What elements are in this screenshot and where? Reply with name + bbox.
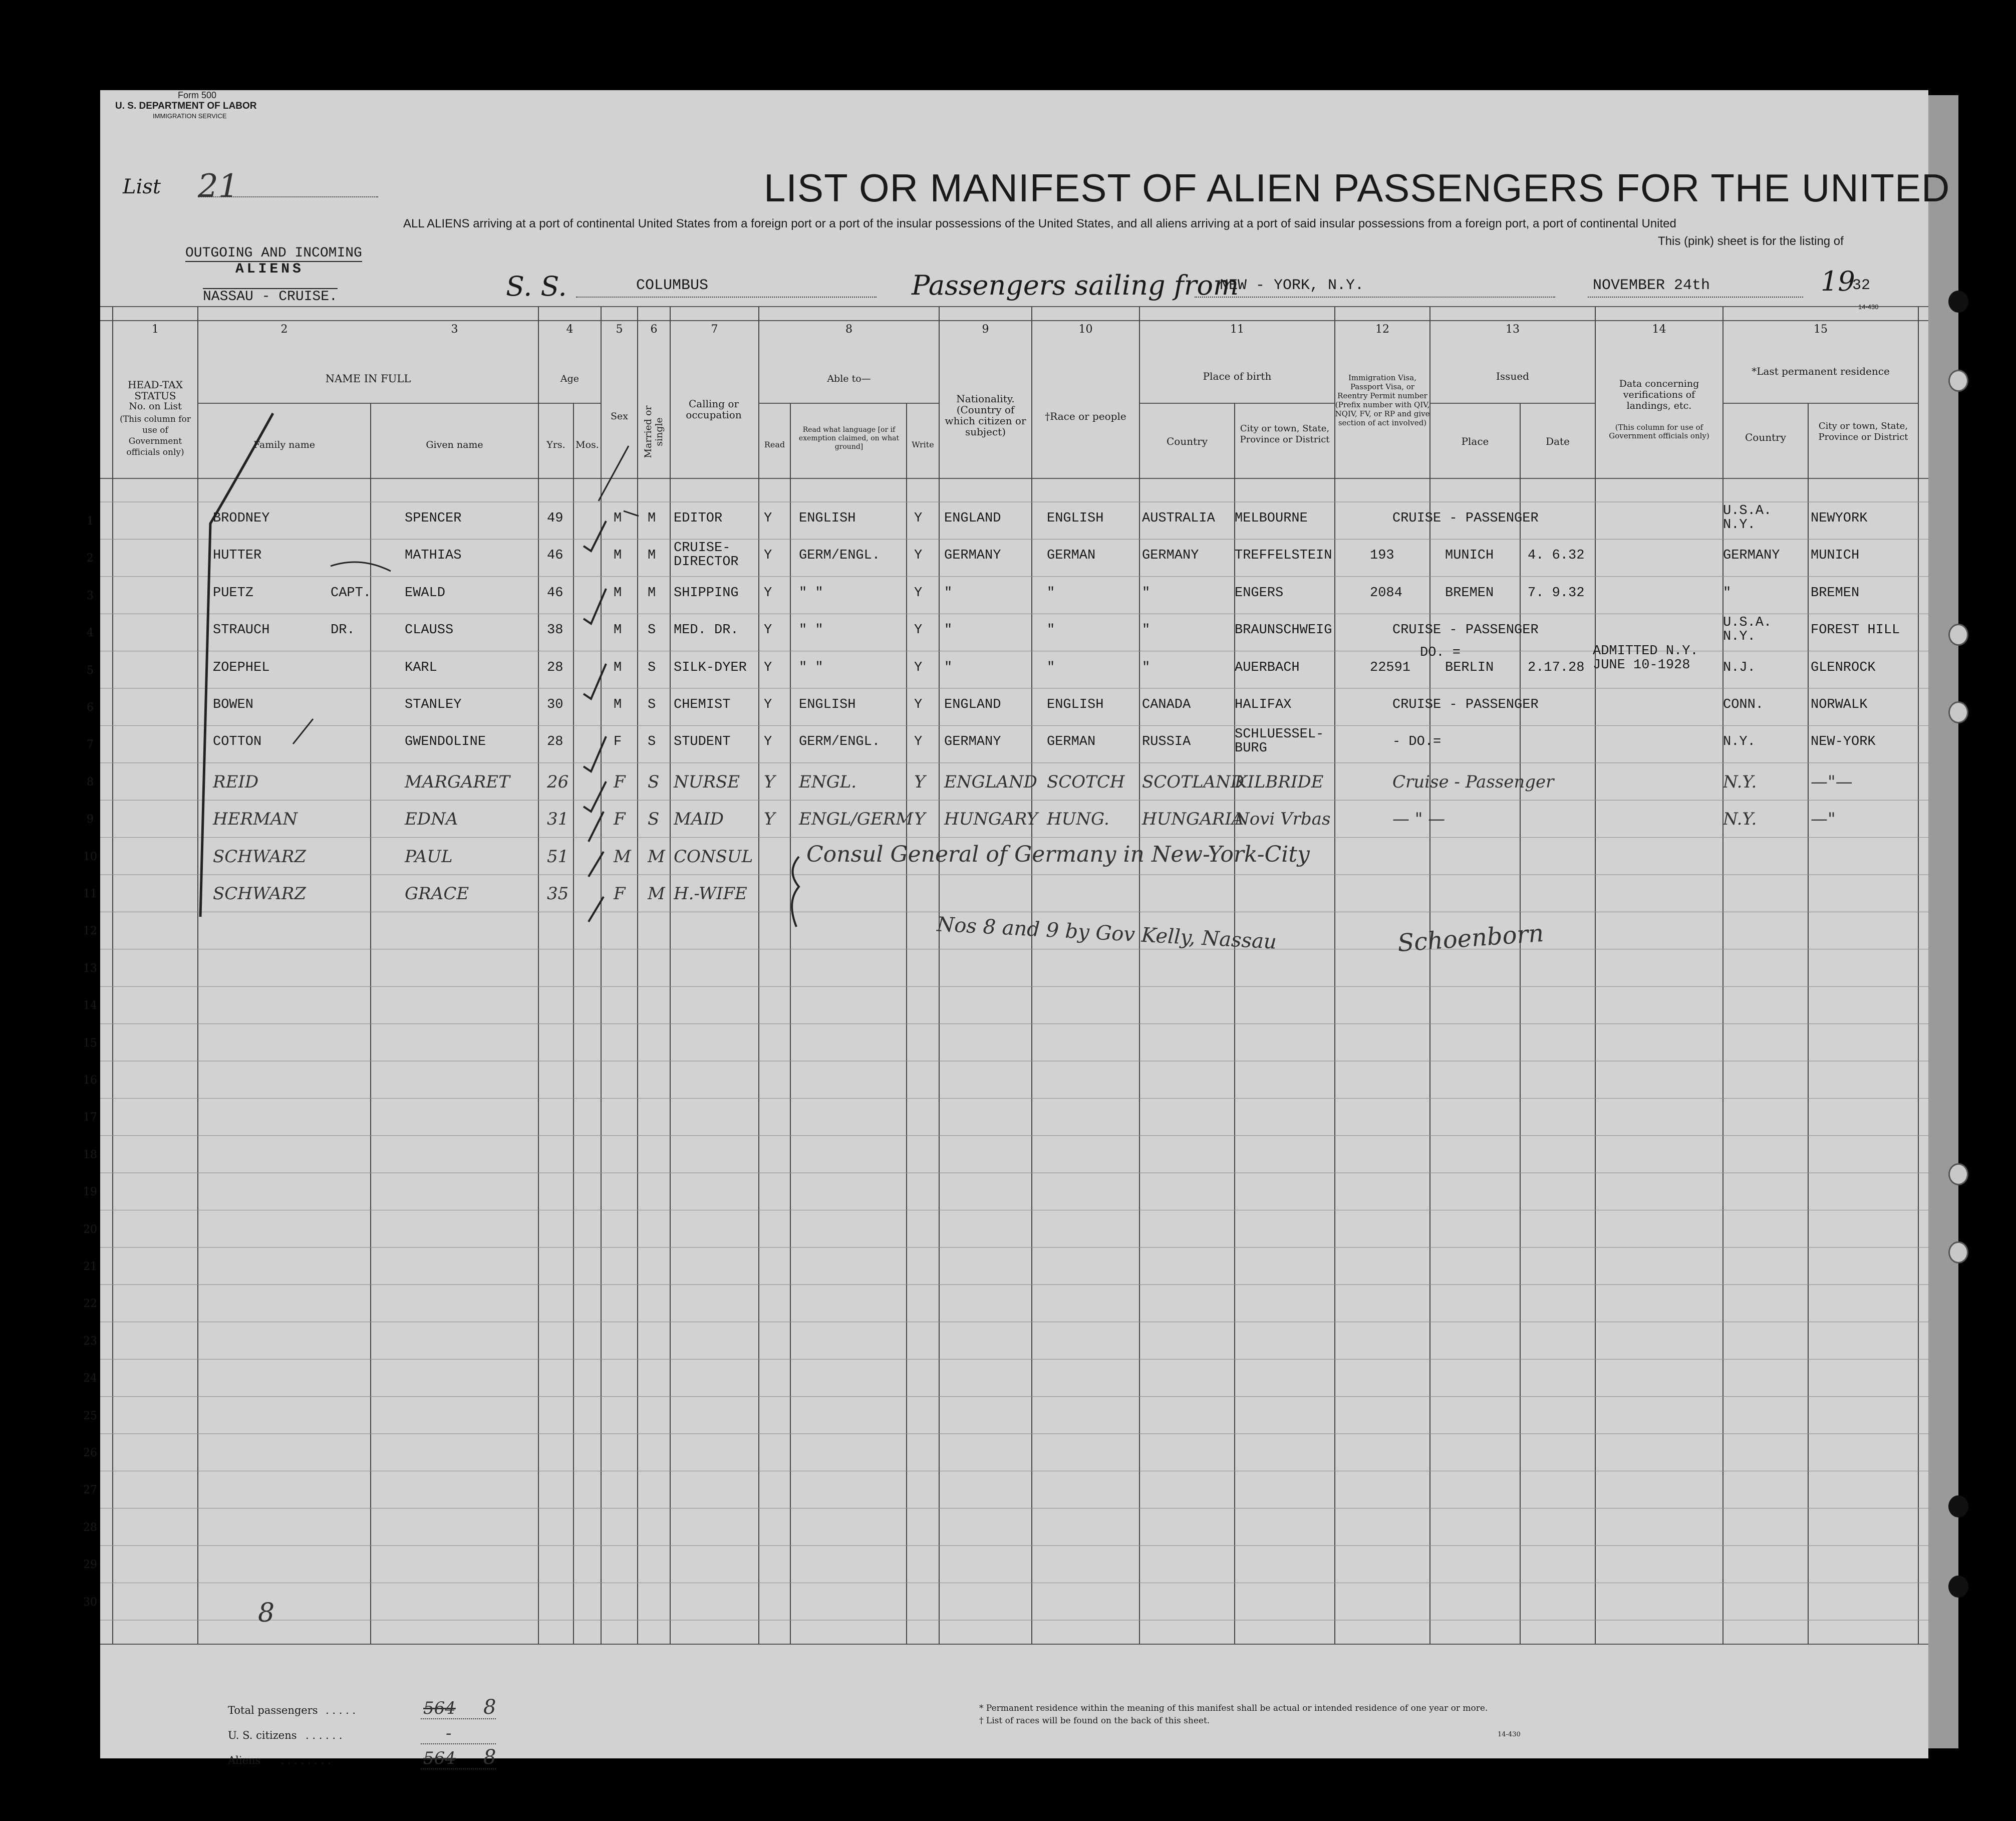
header-issued-date: Date: [1546, 435, 1570, 447]
row-number: 21: [83, 1260, 97, 1273]
age: 26: [547, 771, 569, 792]
ship-line: [576, 297, 877, 298]
row-number: 18: [83, 1148, 97, 1161]
age: 31: [547, 809, 569, 830]
marital-status: M: [648, 511, 656, 526]
nationality: GERMANY: [944, 548, 1001, 564]
total-struck: 564: [423, 1698, 456, 1718]
age: 46: [547, 585, 563, 601]
can-write: Y: [914, 511, 923, 526]
issued-place: MUNICH: [1445, 548, 1494, 564]
occupation: CHEMIST: [674, 697, 731, 712]
residence-city: GLENROCK: [1811, 660, 1876, 675]
visa-number: 2084: [1370, 585, 1402, 601]
can-read: Y: [764, 585, 772, 601]
residence-country: GERMANY: [1723, 548, 1780, 564]
can-read: Y: [764, 511, 772, 526]
column-number: 11: [1230, 323, 1244, 336]
remark: Consul General of Germany in New-York-City: [806, 841, 1310, 867]
stamp-line-1: OUTGOING AND INCOMING: [185, 245, 362, 261]
header-head-tax: HEAD-TAX STATUS: [128, 379, 183, 402]
header-able-to: Able to—: [827, 373, 871, 384]
sex: M: [614, 585, 622, 601]
sex: F: [614, 771, 626, 792]
header-res-country: Country: [1745, 431, 1786, 443]
occupation: CONSUL: [674, 846, 753, 867]
given-name: MARGARET: [405, 771, 510, 792]
sex: F: [614, 809, 626, 830]
marital-status: S: [648, 660, 656, 675]
stamp-line-2: ALIENS: [235, 262, 304, 277]
given-name: STANLEY: [405, 697, 462, 712]
residence-country: U.S.A. N.Y.: [1723, 503, 1772, 533]
department: U. S. DEPARTMENT OF LABOR: [115, 101, 257, 111]
row-number: 13: [83, 962, 97, 975]
header-data-concerning: Data concerning verifications of landings, etc.: [1619, 378, 1699, 411]
header-last-residence: *Last permanent residence: [1752, 365, 1890, 377]
header-place-of-birth: Place of birth: [1203, 370, 1272, 382]
footnote-residence: * Permanent residence within the meaning of this manifest shall be actual or intended residence of one year or more.: [979, 1703, 1488, 1713]
aliens-value: 8: [483, 1746, 496, 1769]
header-read-language: Read what language [or if exemption claimed, on what ground]: [798, 426, 900, 451]
visa-number: CRUISE - PASSENGER: [1392, 623, 1539, 638]
nationality: ENGLAND: [944, 697, 1001, 712]
read-language: " ": [799, 623, 823, 638]
nationality: ": [944, 660, 953, 675]
total-passengers-value: 8: [483, 1696, 496, 1719]
row-number: 7: [87, 738, 94, 751]
given-name: KARL: [405, 660, 437, 675]
port-line: [1195, 297, 1555, 298]
nationality: ": [944, 623, 953, 638]
race: ": [1047, 660, 1055, 675]
sex: F: [614, 884, 626, 904]
column-number: 1: [152, 323, 159, 336]
can-read: Y: [764, 623, 772, 638]
marital-status: S: [648, 771, 660, 792]
column-number: 3: [451, 323, 458, 336]
marital-status: M: [648, 585, 656, 601]
header-married: Married or single: [643, 405, 665, 458]
birth-city: MELBOURNE: [1235, 511, 1308, 526]
family-name: HUTTER: [213, 548, 262, 564]
marital-status: M: [648, 548, 656, 564]
can-read: Y: [764, 771, 775, 792]
visa-number: 193: [1370, 548, 1394, 564]
occupation: MAID: [674, 809, 724, 830]
nationality: ENGLAND: [944, 511, 1001, 526]
header-yrs: Yrs.: [546, 439, 565, 450]
age: 28: [547, 734, 563, 750]
header-birth-country: Country: [1166, 435, 1208, 447]
sex: M: [614, 623, 622, 638]
header-head-tax-note: (This column for use of Government officials only): [120, 414, 191, 457]
marital-status: S: [648, 697, 656, 712]
header-name-in-full: NAME IN FULL: [325, 373, 411, 385]
birth-city: ENGERS: [1235, 585, 1284, 601]
row-number: 8: [87, 775, 94, 789]
column-number: 6: [650, 323, 658, 336]
column-number: 2: [280, 323, 288, 336]
row-number: 2: [87, 552, 94, 565]
header-write: Write: [912, 440, 934, 449]
header-race: †Race or people: [1045, 410, 1126, 422]
race: HUNG.: [1047, 809, 1109, 830]
age: 28: [547, 660, 563, 675]
header-issued: Issued: [1496, 370, 1529, 382]
residence-city: MUNICH: [1811, 548, 1860, 564]
visa-number: CRUISE - PASSENGER: [1392, 697, 1539, 712]
occupation: SHIPPING: [674, 585, 739, 601]
verification: ADMITTED N.Y. JUNE 10-1928: [1593, 643, 1698, 673]
row-number: 20: [83, 1223, 97, 1236]
footer-code: 14-430: [1498, 1731, 1521, 1738]
marital-status: S: [648, 623, 656, 638]
binder-hole: [1948, 1495, 1968, 1517]
can-write: Y: [914, 734, 923, 750]
row-number: 5: [87, 664, 94, 677]
row-number: 27: [83, 1484, 97, 1497]
residence-city: NEWYORK: [1811, 511, 1868, 526]
date-line: [1588, 297, 1803, 298]
given-name: GWENDOLINE: [405, 734, 486, 750]
family-name: HERMAN: [213, 809, 298, 830]
column-number: 7: [711, 323, 718, 336]
stamp-line-3: NASSAU - CRUISE.: [203, 289, 338, 305]
row-number: 12: [83, 925, 97, 938]
ss-label: S. S.: [506, 271, 567, 302]
read-language: ENGLISH: [799, 511, 856, 526]
birth-country: ": [1142, 623, 1150, 638]
can-read: Y: [764, 809, 775, 830]
residence-city: NEW-YORK: [1811, 734, 1876, 750]
binder-hole: [1948, 291, 1968, 313]
visa-number: Cruise - Passenger: [1392, 771, 1554, 792]
residence-city: —"—: [1811, 771, 1853, 792]
race: ENGLISH: [1047, 511, 1104, 526]
sex: M: [614, 846, 631, 867]
can-write: Y: [914, 585, 923, 601]
sailing-label: Passengers sailing from: [912, 270, 1239, 301]
birth-country: ": [1142, 660, 1150, 675]
row-number: 30: [83, 1596, 97, 1609]
header-age: Age: [560, 373, 580, 384]
column-number: 12: [1375, 323, 1389, 336]
us-citizens-label: U. S. citizens: [228, 1729, 297, 1741]
subtitle-2: This (pink) sheet is for the listing of: [1658, 234, 1844, 248]
binder-hole: [1948, 701, 1968, 723]
given-name: EDNA: [405, 809, 458, 830]
can-read: Y: [764, 548, 772, 564]
column-number: 10: [1078, 323, 1093, 336]
row-number: 22: [83, 1297, 97, 1311]
can-write: Y: [914, 697, 923, 712]
column-number: 5: [616, 323, 623, 336]
ship-name: COLUMBUS: [636, 277, 709, 294]
residence-country: U.S.A. N.Y.: [1723, 615, 1772, 645]
aliens-struck: 564: [423, 1748, 456, 1768]
given-name: SPENCER: [405, 511, 462, 526]
can-read: Y: [764, 660, 772, 675]
marital-status: S: [648, 734, 656, 750]
sex: M: [614, 511, 622, 526]
nationality: GERMANY: [944, 734, 1001, 750]
residence-country: N.Y.: [1723, 771, 1757, 792]
birth-country: AUSTRALIA: [1142, 511, 1215, 526]
family-name: SCHWARZ: [213, 846, 306, 867]
row-number: 9: [87, 813, 94, 826]
visa-number: 22591: [1370, 660, 1411, 675]
read-language: GERM/ENGL.: [799, 734, 881, 750]
family-name: ZOEPHEL: [213, 660, 270, 675]
issued-date: 2.17.28: [1528, 660, 1585, 675]
row-number: 28: [83, 1521, 97, 1534]
age: 46: [547, 548, 563, 564]
binder-hole: [1948, 1576, 1968, 1598]
family-name: REID: [213, 771, 259, 792]
row-number: 4: [87, 627, 94, 640]
age: 49: [547, 511, 563, 526]
header-data-note: (This column for use of Government officials only): [1609, 423, 1709, 440]
column-number: 4: [566, 323, 573, 336]
birth-city: SCHLUESSEL- BURG: [1235, 727, 1324, 756]
row-number: 11: [83, 888, 97, 900]
header-calling: Calling or occupation: [686, 398, 742, 421]
official-signature: Schoenborn: [1396, 919, 1545, 958]
occupation: SILK-DYER: [674, 660, 747, 675]
read-language: ENGL/GERM: [799, 809, 914, 830]
column-number: 13: [1506, 323, 1520, 336]
residence-city: —": [1811, 809, 1836, 830]
binder-hole: [1948, 624, 1968, 646]
header-family-name: Family name: [253, 439, 315, 450]
birth-city: Novi Vrbas: [1235, 809, 1331, 830]
nationality: HUNGARY: [944, 809, 1038, 830]
footnote-races: † List of races will be found on the back of this sheet.: [979, 1716, 1210, 1726]
column-number: 14: [1652, 323, 1666, 336]
issued-date: 7. 9.32: [1528, 585, 1585, 601]
can-write: Y: [914, 771, 926, 792]
departure-port: NEW - YORK, N.Y.: [1220, 277, 1364, 294]
birth-city: KILBRIDE: [1235, 771, 1324, 792]
header-birth-city: City or town, State, Province or District: [1240, 423, 1330, 445]
nationality: ENGLAND: [944, 771, 1037, 792]
age: 35: [547, 884, 569, 904]
given-name: CLAUSS: [405, 623, 454, 638]
residence-country: CONN.: [1723, 697, 1764, 712]
header-sex: Sex: [611, 411, 628, 422]
sex: F: [614, 734, 622, 750]
sex: M: [614, 548, 622, 564]
birth-country: GERMANY: [1142, 548, 1199, 564]
row-number: 26: [83, 1447, 97, 1459]
row-number: 10: [83, 850, 97, 863]
family-name: SCHWARZ: [213, 884, 306, 904]
marital-status: M: [648, 846, 665, 867]
visa-number: - DO.=: [1392, 734, 1442, 750]
title: CAPT.: [331, 585, 372, 601]
residence-city: BREMEN: [1811, 585, 1860, 601]
can-write: Y: [914, 809, 926, 830]
list-number-line: [198, 196, 378, 197]
given-name: GRACE: [405, 884, 469, 904]
family-name: BOWEN: [213, 697, 254, 712]
manifest-title: LIST OR MANIFEST OF ALIEN PASSENGERS FOR THE UNITED: [764, 166, 1950, 210]
visa-number: — " —: [1392, 809, 1446, 830]
age: 30: [547, 697, 563, 712]
row-number: 23: [83, 1335, 97, 1348]
family-name: PUETZ: [213, 585, 254, 601]
birth-city: TREFFELSTEIN: [1235, 548, 1332, 564]
service: IMMIGRATION SERVICE: [153, 112, 227, 120]
issued-place: BREMEN: [1445, 585, 1494, 601]
row-number: 14: [83, 999, 97, 1012]
year-prefix: 19: [1821, 266, 1855, 297]
read-language: GERM/ENGL.: [799, 548, 881, 564]
birth-country: ": [1142, 585, 1150, 601]
occupation: MED. DR.: [674, 623, 739, 638]
binder-hole: [1948, 1163, 1968, 1185]
family-name: STRAUCH: [213, 623, 270, 638]
marital-status: S: [648, 809, 660, 830]
row-number: 1: [87, 515, 94, 528]
birth-city: HALIFAX: [1235, 697, 1292, 712]
birth-country: HUNGARIA: [1142, 809, 1244, 830]
sex: M: [614, 660, 622, 675]
list-label: List: [123, 175, 161, 198]
column-number: 9: [982, 323, 989, 336]
age: 51: [547, 846, 569, 867]
marital-status: M: [648, 884, 665, 904]
nationality: ": [944, 585, 953, 601]
year-suffix: 32: [1852, 277, 1871, 294]
given-name: PAUL: [405, 846, 453, 867]
residence-country: ": [1723, 585, 1732, 601]
binder-hole: [1948, 370, 1968, 392]
birth-country: SCOTLAND: [1142, 771, 1244, 792]
birth-city: BRAUNSCHWEIG: [1235, 623, 1332, 638]
visa-number: CRUISE - PASSENGER: [1392, 511, 1539, 526]
race: ": [1047, 585, 1055, 601]
occupation: STUDENT: [674, 734, 731, 750]
row-number: 29: [83, 1558, 97, 1572]
row-number: 19: [83, 1186, 97, 1199]
row-number: 25: [83, 1409, 97, 1422]
occupation: EDITOR: [674, 511, 723, 526]
sailing-date: NOVEMBER 24th: [1593, 277, 1710, 294]
total-passengers-label: Total passengers: [228, 1704, 318, 1716]
residence-city: FOREST HILL: [1811, 623, 1900, 638]
residence-country: N.J.: [1723, 660, 1756, 675]
header-res-city: City or town, State, Province or District: [1818, 421, 1908, 442]
birth-country: RUSSIA: [1142, 734, 1191, 750]
column-number: 8: [845, 323, 852, 336]
family-name: COTTON: [213, 734, 262, 750]
read-language: " ": [799, 660, 823, 675]
race: ": [1047, 623, 1055, 638]
can-write: Y: [914, 548, 923, 564]
header-no-on-list: No. on List: [129, 401, 182, 412]
column-number: 15: [1814, 323, 1828, 336]
family-name: BRODNEY: [213, 511, 270, 526]
can-write: Y: [914, 660, 923, 675]
sex: M: [614, 697, 622, 712]
header-read: Read: [764, 440, 785, 449]
aliens-label: Aliens: [228, 1754, 261, 1766]
header-given-name: Given name: [426, 439, 483, 450]
row-number: 17: [83, 1111, 97, 1124]
birth-city: AUERBACH: [1235, 660, 1300, 675]
title: DR.: [331, 623, 355, 638]
row-number: 16: [83, 1074, 97, 1087]
given-name: EWALD: [405, 585, 446, 601]
issued-date: 4. 6.32: [1528, 548, 1585, 564]
race: GERMAN: [1047, 734, 1096, 750]
residence-city: NORWALK: [1811, 697, 1868, 712]
given-name: MATHIAS: [405, 548, 462, 564]
list-number: 21: [198, 168, 239, 205]
header-mos: Mos.: [575, 439, 599, 450]
bottom-mark: 8: [258, 1598, 275, 1628]
read-language: ENGL.: [799, 771, 857, 792]
row-number: 24: [83, 1372, 97, 1385]
occupation: H.-WIFE: [674, 884, 747, 904]
form-number: Form 500: [178, 90, 217, 100]
row-number: 15: [83, 1036, 97, 1050]
binder-hole: [1948, 1241, 1968, 1263]
header-issued-place: Place: [1461, 435, 1489, 447]
form-code: 14-430: [1858, 303, 1879, 311]
subtitle-1: ALL ALIENS arriving at a port of continental United States from a foreign port or a port of the insular possessions of the United States, and all aliens arriving at a port of said insular possessions from a foreign port, a port of continental United: [403, 217, 1676, 230]
can-write: Y: [914, 623, 923, 638]
header-nationality: Nationality. (Country of which citizen or subject): [945, 393, 1026, 438]
row-number: 6: [87, 701, 94, 714]
can-read: Y: [764, 697, 772, 712]
issued-place: BERLIN: [1445, 660, 1494, 675]
read-language: " ": [799, 585, 823, 601]
occupation: CRUISE- DIRECTOR: [674, 541, 739, 570]
us-citizens-value: -: [446, 1723, 452, 1743]
residence-country: N.Y.: [1723, 809, 1757, 830]
occupation: NURSE: [674, 771, 740, 792]
birth-country: CANADA: [1142, 697, 1191, 712]
race: ENGLISH: [1047, 697, 1104, 712]
row-number: 3: [87, 589, 94, 602]
read-language: ENGLISH: [799, 697, 856, 712]
can-read: Y: [764, 734, 772, 750]
race: SCOTCH: [1047, 771, 1125, 792]
race: GERMAN: [1047, 548, 1096, 564]
age: 38: [547, 623, 563, 638]
nos-note: Nos 8 and 9 by Gov Kelly, Nassau: [936, 913, 1277, 954]
ditto: DO. =: [1420, 645, 1461, 660]
residence-country: N.Y.: [1723, 734, 1756, 750]
header-visa: Immigration Visa, Passport Visa, or Reentry Permit number (Prefix number with QIV, NQIV, FV, or RP and give section of act involved): [1335, 373, 1430, 427]
